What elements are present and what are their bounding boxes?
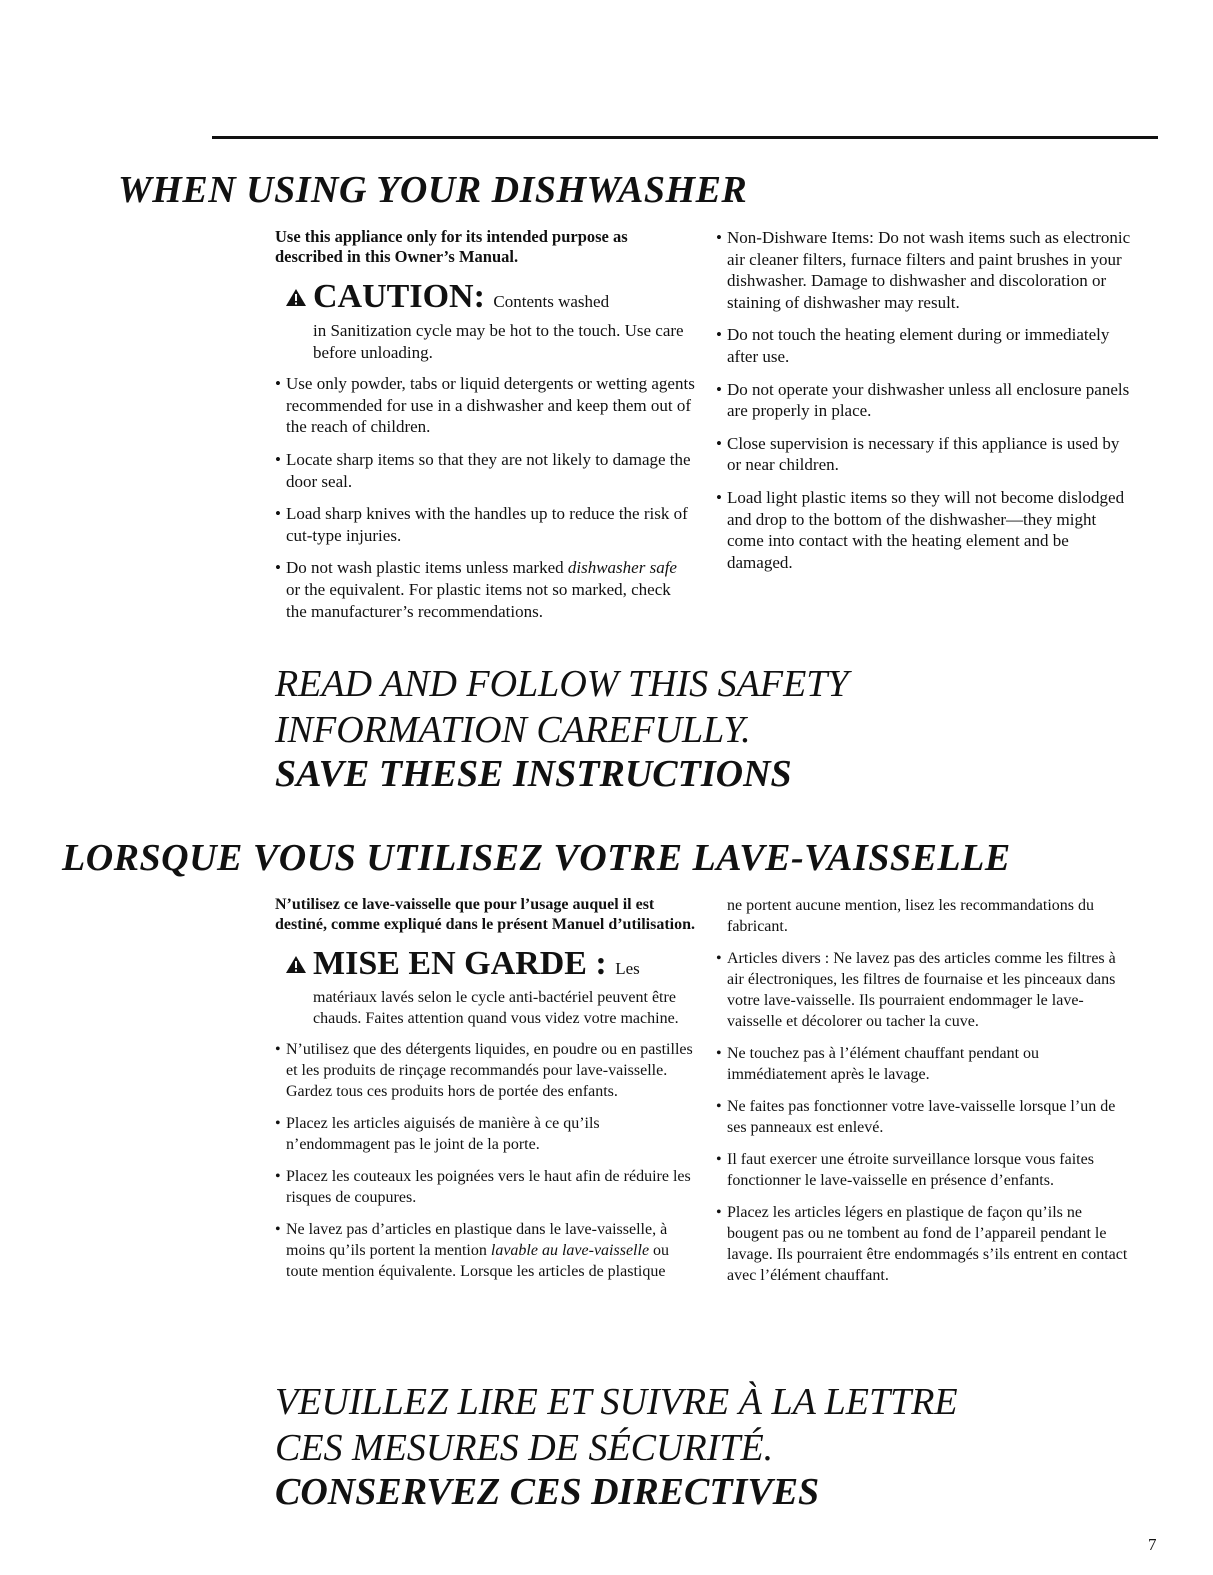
warning-triangle-icon [285,288,307,307]
en-caution-title: CAUTION: Contents washed [285,278,609,315]
fr-left-bullets [275,1039,695,1282]
list-item: • Load light plastic items so they will not become dislodged and drop to the bottom of the dishwasher—they might come into contact with the heating element and be damaged. [716,487,1134,573]
page-number: 7 [1148,1535,1157,1554]
warning-triangle-icon [285,955,307,974]
en-right-column [716,227,1134,584]
en-read-line-1: READ AND FOLLOW THIS SAFETY [275,663,849,705]
list-item: • Do not touch the heating element during or immediately after use. [716,324,1134,367]
list-item: • Use only powder, tabs or liquid detergents or wetting agents recommended for use in a dishwasher and keep them out of the reach of children. [275,373,695,438]
fr-caution-title: MISE EN GARDE : Les [285,945,640,982]
list-item: • Non-Dishware Items: Do not wash items such as electronic air cleaner filters, furnace filters and paint brushes in your dishwasher. Damage to dishwasher and discoloration or staining of dishwasher may result. [716,227,1134,313]
list-item: • Close supervision is necessary if this appliance is used by or near children. [716,433,1134,476]
list-item: • Do not operate your dishwasher unless all enclosure panels are properly in place. [716,379,1134,422]
fr-caution-lead: Les [615,959,640,978]
en-right-bullets [716,227,1134,573]
lavable-label: lavable au lave-vaisselle [490,1242,650,1259]
en-left-column [275,227,695,633]
list-item: • Load sharp knives with the handles up to reduce the risk of cut-type injuries. [275,503,695,546]
fr-read-line-2: CES MESURES DE SÉCURITÉ. [275,1427,774,1469]
fr-right-column [716,895,1134,1297]
en-intro: Use this appliance only for its intended purpose as described in this Owner’s Manual. [275,227,628,266]
fr-read-line-1: VEUILLEZ LIRE ET SUIVRE À LA LETTRE [275,1381,958,1423]
en-caution [285,279,695,363]
list-item: • Do not wash plastic items unless marked dishwasher safe or the equivalent. For plastic items not so marked, check the manufacturer’s recommendations. [275,557,695,622]
en-caution-lead: Contents washed [493,292,610,311]
fr-intro: N’utilisez ce lave-vaisselle que pour l’usage auquel il est destiné, comme expliqué dans le présent Manuel d’utilisation. [275,896,696,933]
fr-right-bullets [716,948,1134,1286]
list-item: • Ne touchez pas à l’élément chauffant pendant ou immédiatement après le lavage. [716,1043,1134,1085]
fr-caution [285,946,695,1029]
en-read-line-2: INFORMATION CAREFULLY. [275,709,751,751]
fr-continuation: ne portent aucune mention, lisez les recommandations du fabricant. [727,897,1094,935]
heading-fr: LORSQUE VOUS UTILISEZ VOTRE LAVE-VAISSELLE [62,837,1011,879]
list-item: • Placez les couteaux les poignées vers le haut afin de réduire les risques de coupures. [275,1166,695,1208]
list-item: • Il faut exercer une étroite surveillance lorsque vous faites fonctionner le lave-vaisselle en présence d’enfants. [716,1149,1134,1191]
list-item: • Articles divers : Ne lavez pas des articles comme les filtres à air électroniques, les filtres de fournaise et les pinceaux dans votre lave-vaisselle. Ils pourraient endommager le lave-vaisselle et décolorer ou tacher la cuve. [716,948,1134,1032]
top-rule [212,136,1158,139]
heading-en: WHEN USING YOUR DISHWASHER [118,169,748,211]
en-left-bullets [275,373,695,622]
fr-save-instructions: CONSERVEZ CES DIRECTIVES [275,1471,820,1513]
fr-left-column [275,895,695,1293]
list-item: • N’utilisez que des détergents liquides, en poudre ou en pastilles et les produits de rinçage recommandés pour lave-vaisselle. Gardez tous ces produits hors de portée des enfants. [275,1039,695,1102]
list-item: • Placez les articles aiguisés de manière à ce qu’ils n’endommagent pas le joint de la porte. [275,1113,695,1155]
fr-caution-text: matériaux lavés selon le cycle anti-bactériel peuvent être chauds. Faites attention quand vous videz votre machine. [313,989,679,1027]
list-item: • Ne lavez pas d’articles en plastique dans le lave-vaisselle, à moins qu’ils portent la mention lavable au lave-vaisselle ou toute mention équivalente. Lorsque les articles de plastique [275,1219,695,1282]
dishwasher-safe-label: dishwasher safe [567,558,677,578]
list-item: • Placez les articles légers en plastique de façon qu’ils ne bougent pas ou ne tombent au fond de l’appareil pendant le lavage. Ils pourraient être endommagés s’ils entrent en contact avec l’élément chauffant. [716,1202,1134,1286]
list-item: • Locate sharp items so that they are not likely to damage the door seal. [275,449,695,492]
list-item: • Ne faites pas fonctionner votre lave-vaisselle lorsque l’un de ses panneaux est enlevé. [716,1096,1134,1138]
en-save-instructions: SAVE THESE INSTRUCTIONS [275,753,792,795]
en-caution-text: in Sanitization cycle may be hot to the touch. Use care before unloading. [313,321,684,362]
